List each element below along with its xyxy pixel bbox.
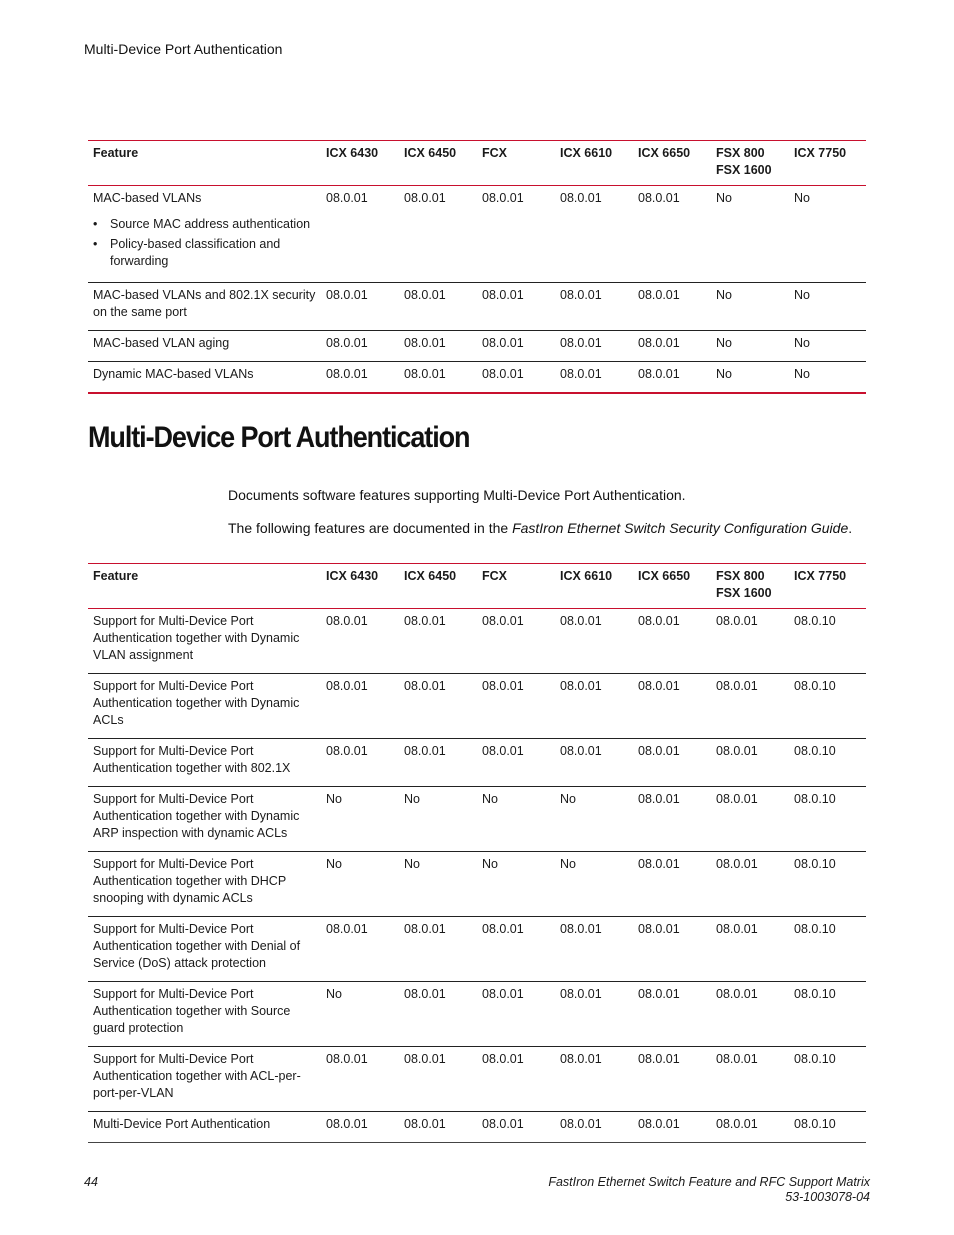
value-cell: 08.0.01: [633, 331, 711, 362]
value-cell: 08.0.01: [477, 739, 555, 787]
multi-device-auth-feature-table: [88, 563, 866, 1143]
table-row: [88, 609, 866, 674]
value-cell: 08.0.01: [321, 331, 399, 362]
value-cell: 08.0.01: [633, 1047, 711, 1112]
value-cell: 08.0.01: [555, 283, 633, 331]
value-cell: 08.0.01: [399, 362, 477, 394]
value-cell: 08.0.01: [321, 609, 399, 674]
value-cell: 08.0.01: [555, 362, 633, 394]
value-cell: 08.0.01: [477, 186, 555, 283]
feature-cell: Support for Multi-Device Port Authentication together with Denial of Service (DoS) attack protection: [88, 917, 321, 982]
column-header-fsx1600: FSX 1600: [716, 163, 772, 177]
feature-name: MAC-based VLANs: [93, 191, 202, 205]
footer-doc-title: FastIron Ethernet Switch Feature and RFC Support Matrix: [548, 1175, 870, 1189]
table-row: [88, 362, 866, 394]
value-cell: 08.0.01: [555, 1047, 633, 1112]
value-cell: 08.0.01: [711, 787, 789, 852]
value-cell: No: [711, 283, 789, 331]
value-cell: 08.0.01: [711, 1047, 789, 1112]
value-cell: 08.0.01: [555, 674, 633, 739]
value-cell: 08.0.01: [711, 739, 789, 787]
value-cell: 08.0.01: [399, 186, 477, 283]
value-cell: 08.0.01: [555, 186, 633, 283]
column-header-fsx800: FSX 800: [716, 569, 765, 583]
value-cell: 08.0.01: [633, 787, 711, 852]
value-cell: 08.0.01: [633, 1112, 711, 1143]
feature-cell: Support for Multi-Device Port Authentication together with Dynamic ACLs: [88, 674, 321, 739]
table-row: [88, 982, 866, 1047]
value-cell: 08.0.01: [399, 609, 477, 674]
value-cell: 08.0.10: [789, 917, 866, 982]
column-header-fsx800: FSX 800: [716, 146, 765, 160]
mac-vlan-feature-table: [88, 140, 866, 394]
footer-doc-info: [548, 1175, 870, 1205]
feature-sublist: [93, 216, 316, 270]
feature-cell: Multi-Device Port Authentication: [88, 1112, 321, 1143]
value-cell: 08.0.01: [633, 674, 711, 739]
value-cell: 08.0.01: [477, 982, 555, 1047]
column-header-icx6650: ICX 6650: [633, 564, 711, 609]
value-cell: 08.0.01: [711, 674, 789, 739]
column-header-icx7750: ICX 7750: [789, 141, 866, 186]
value-cell: 08.0.01: [321, 283, 399, 331]
value-cell: 08.0.01: [399, 982, 477, 1047]
value-cell: 08.0.01: [555, 1112, 633, 1143]
value-cell: 08.0.01: [711, 609, 789, 674]
column-header-fcx: FCX: [477, 564, 555, 609]
value-cell: No: [789, 283, 866, 331]
section-intro: Documents software features supporting Multi-Device Port Authentication.: [228, 487, 686, 503]
page-number: 44: [84, 1175, 98, 1189]
feature-cell: [88, 186, 321, 283]
value-cell: 08.0.01: [477, 609, 555, 674]
column-header-feature: Feature: [88, 564, 321, 609]
value-cell: 08.0.01: [633, 739, 711, 787]
table-header-row: [88, 141, 866, 186]
value-cell: 08.0.01: [399, 674, 477, 739]
value-cell: 08.0.01: [633, 917, 711, 982]
value-cell: 08.0.01: [633, 982, 711, 1047]
value-cell: 08.0.01: [321, 674, 399, 739]
feature-cell: Support for Multi-Device Port Authentication together with Dynamic VLAN assignment: [88, 609, 321, 674]
table-row: [88, 917, 866, 982]
value-cell: 08.0.01: [399, 1112, 477, 1143]
list-item: • Policy-based classification and forwarding: [93, 237, 281, 268]
value-cell: 08.0.01: [477, 283, 555, 331]
value-cell: No: [711, 331, 789, 362]
column-header-feature: Feature: [88, 141, 321, 186]
column-header-fsx: [711, 141, 789, 186]
value-cell: 08.0.01: [633, 283, 711, 331]
list-item: • Source MAC address authentication: [93, 217, 311, 231]
value-cell: 08.0.10: [789, 787, 866, 852]
column-header-icx6450: ICX 6450: [399, 141, 477, 186]
feature-cell: Dynamic MAC-based VLANs: [88, 362, 321, 394]
value-cell: 08.0.10: [789, 1112, 866, 1143]
value-cell: 08.0.01: [321, 1047, 399, 1112]
value-cell: 08.0.01: [555, 331, 633, 362]
feature-cell: Support for Multi-Device Port Authentication together with Source guard protection: [88, 982, 321, 1047]
value-cell: 08.0.10: [789, 609, 866, 674]
bullet-icon: •: [93, 237, 98, 251]
value-cell: 08.0.01: [477, 674, 555, 739]
value-cell: 08.0.01: [477, 362, 555, 394]
column-header-fsx: [711, 564, 789, 609]
column-header-icx7750: ICX 7750: [789, 564, 866, 609]
column-header-icx6610: ICX 6610: [555, 564, 633, 609]
value-cell: 08.0.01: [477, 331, 555, 362]
value-cell: 08.0.01: [477, 1112, 555, 1143]
column-header-icx6430: ICX 6430: [321, 141, 399, 186]
value-cell: No: [321, 787, 399, 852]
value-cell: 08.0.01: [711, 852, 789, 917]
running-header: Multi-Device Port Authentication: [84, 41, 283, 57]
value-cell: No: [477, 852, 555, 917]
table-row: [88, 283, 866, 331]
value-cell: No: [711, 186, 789, 283]
table-row: [88, 186, 866, 283]
value-cell: 08.0.10: [789, 982, 866, 1047]
table-row: [88, 1047, 866, 1112]
value-cell: 08.0.01: [399, 283, 477, 331]
value-cell: No: [789, 331, 866, 362]
table-row: [88, 739, 866, 787]
value-cell: 08.0.01: [633, 186, 711, 283]
value-cell: 08.0.01: [711, 982, 789, 1047]
value-cell: 08.0.01: [633, 609, 711, 674]
value-cell: 08.0.01: [711, 1112, 789, 1143]
value-cell: 08.0.01: [633, 362, 711, 394]
value-cell: 08.0.01: [711, 917, 789, 982]
value-cell: 08.0.10: [789, 1047, 866, 1112]
bullet-icon: •: [93, 217, 98, 231]
section-heading: Multi-Device Port Authentication: [88, 421, 470, 454]
value-cell: 08.0.01: [399, 739, 477, 787]
value-cell: No: [399, 852, 477, 917]
value-cell: 08.0.01: [555, 917, 633, 982]
value-cell: 08.0.01: [321, 917, 399, 982]
value-cell: 08.0.01: [399, 331, 477, 362]
value-cell: No: [321, 852, 399, 917]
value-cell: 08.0.01: [321, 739, 399, 787]
column-header-icx6650: ICX 6650: [633, 141, 711, 186]
value-cell: No: [555, 787, 633, 852]
value-cell: 08.0.01: [555, 609, 633, 674]
value-cell: No: [555, 852, 633, 917]
value-cell: 08.0.10: [789, 674, 866, 739]
table-row: [88, 852, 866, 917]
column-header-fsx1600: FSX 1600: [716, 586, 772, 600]
column-header-icx6450: ICX 6450: [399, 564, 477, 609]
value-cell: 08.0.01: [477, 1047, 555, 1112]
column-header-icx6430: ICX 6430: [321, 564, 399, 609]
footer-doc-number: 53-1003078-04: [785, 1190, 870, 1204]
value-cell: 08.0.01: [399, 917, 477, 982]
feature-cell: Support for Multi-Device Port Authentication together with DHCP snooping with dynamic ACLs: [88, 852, 321, 917]
feature-cell: Support for Multi-Device Port Authentication together with Dynamic ARP inspection with dynamic ACLs: [88, 787, 321, 852]
column-header-icx6610: ICX 6610: [555, 141, 633, 186]
value-cell: 08.0.10: [789, 852, 866, 917]
value-cell: 08.0.01: [321, 362, 399, 394]
feature-cell: Support for Multi-Device Port Authentication together with 802.1X: [88, 739, 321, 787]
value-cell: 08.0.01: [633, 852, 711, 917]
value-cell: No: [477, 787, 555, 852]
table-header-row: [88, 564, 866, 609]
table-row: [88, 331, 866, 362]
value-cell: No: [711, 362, 789, 394]
feature-cell: MAC-based VLAN aging: [88, 331, 321, 362]
table-row: [88, 1112, 866, 1143]
value-cell: 08.0.01: [477, 917, 555, 982]
value-cell: 08.0.10: [789, 739, 866, 787]
value-cell: No: [789, 186, 866, 283]
column-header-fcx: FCX: [477, 141, 555, 186]
doc-reference: The following features are documented in the FastIron Ethernet Switch Security Configuration Guide.: [228, 520, 853, 536]
feature-cell: Support for Multi-Device Port Authentication together with ACL-per-port-per-VLAN: [88, 1047, 321, 1112]
value-cell: 08.0.01: [555, 982, 633, 1047]
value-cell: 08.0.01: [399, 1047, 477, 1112]
value-cell: 08.0.01: [321, 1112, 399, 1143]
doc-reference-title: FastIron Ethernet Switch Security Configuration Guide: [512, 520, 849, 536]
value-cell: 08.0.01: [555, 739, 633, 787]
value-cell: No: [399, 787, 477, 852]
feature-cell: MAC-based VLANs and 802.1X security on the same port: [88, 283, 321, 331]
value-cell: No: [789, 362, 866, 394]
table-row: [88, 674, 866, 739]
value-cell: No: [321, 982, 399, 1047]
value-cell: 08.0.01: [321, 186, 399, 283]
table-row: [88, 787, 866, 852]
